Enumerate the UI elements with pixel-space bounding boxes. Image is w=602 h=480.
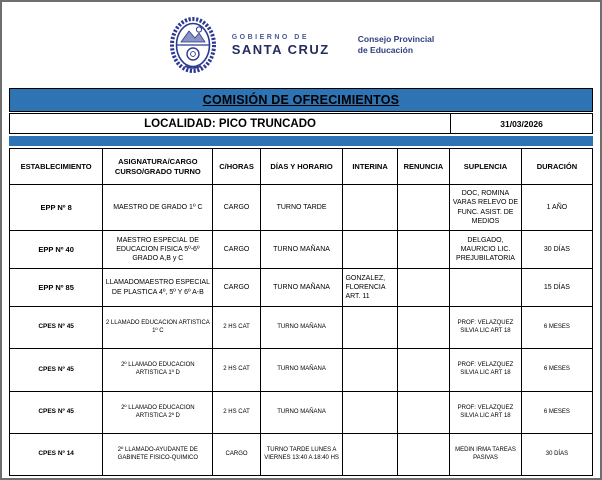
table-row [10,349,593,392]
column-header: INTERINA [343,149,397,185]
cell-suplencia: PROF: VELAZQUEZ SILVIA LIC ART 18 [450,307,522,349]
santa-cruz-seal-icon [168,16,218,74]
table-body [10,185,593,476]
cell-renuncia [397,434,449,476]
cell-interina [343,185,397,231]
cell-suplencia: PROF: VELAZQUEZ SILVIA LIC ART 18 [450,349,522,392]
separator-strip [9,136,593,146]
cell-dias: TURNO TARDE [260,185,343,231]
cell-establecimiento: EPP Nº 40 [10,231,103,269]
cell-dias: TURNO MAÑANA [260,307,343,349]
cell-asignatura: 2 LLAMADO EDUCACION ARTISTICA 1º C [103,307,213,349]
cell-duracion: 6 MESES [521,307,592,349]
cell-choras: CARGO [213,231,260,269]
table-row [10,307,593,349]
cell-interina [343,231,397,269]
document-page [2,2,600,478]
cell-asignatura: MAESTRO DE GRADO 1º C [103,185,213,231]
cell-suplencia: DELGADO, MAURICIO LIC. PREJUBILATORIA [450,231,522,269]
cell-interina [343,392,397,434]
cell-dias: TURNO TARDE LUNES A VIERNES 13:40 A 18:40 HS [260,434,343,476]
column-header: DÍAS Y HORARIO [260,149,343,185]
cell-establecimiento: EPP Nº 8 [10,185,103,231]
date-value: 31/03/2026 [451,113,593,134]
offerings-table [9,148,593,476]
gov-line1: GOBIERNO DE [231,33,309,41]
column-header: RENUNCIA [397,149,449,185]
cell-renuncia [397,231,449,269]
cell-renuncia [397,392,449,434]
table-row [10,392,593,434]
cell-suplencia [450,269,522,307]
council-line2: de Educación [357,45,414,55]
cell-choras: 2 HS CAT [213,349,260,392]
cell-duracion: 30 DÍAS [521,434,592,476]
cell-suplencia: PROF: VELAZQUEZ SILVIA LIC ART 18 [450,392,522,434]
cell-choras: CARGO [213,185,260,231]
cell-dias: TURNO MAÑANA [260,231,343,269]
cell-dias: TURNO MAÑANA [260,349,343,392]
cell-dias: TURNO MAÑANA [260,392,343,434]
cell-establecimiento: CPES Nº 45 [10,349,103,392]
column-header: C/HORAS [213,149,260,185]
council-wordmark [358,34,435,57]
table-row [10,185,593,231]
cell-suplencia: MEDIN IRMA TAREAS PASIVAS [450,434,522,476]
cell-suplencia: DOC, ROMINA VARAS RELEVO DE FUNC. ASIST. DE MEDIOS [450,185,522,231]
cell-renuncia [397,349,449,392]
cell-choras: 2 HS CAT [213,307,260,349]
table-row [10,434,593,476]
table-row [10,269,593,307]
cell-interina [343,307,397,349]
page-title: COMISIÓN DE OFRECIMIENTOS [202,93,400,107]
cell-asignatura: 2º LLAMADO EDUCACION ARTISTICA 1º D [103,349,213,392]
cell-establecimiento: CPES Nº 45 [10,307,103,349]
cell-establecimiento: CPES Nº 14 [10,434,103,476]
cell-choras: CARGO [213,434,260,476]
letterhead [9,2,593,88]
government-wordmark [232,34,330,57]
cell-duracion: 1 AÑO [521,185,592,231]
column-header: DURACIÓN [521,149,592,185]
cell-asignatura: 2º LLAMADO EDUCACION ARTISTICA 2º D [103,392,213,434]
cell-choras: 2 HS CAT [213,392,260,434]
cell-interina [343,434,397,476]
column-header: ASIGNATURA/CARGO CURSO/GRADO TURNO [103,149,213,185]
column-header: ESTABLECIMIENTO [10,149,103,185]
locality-label: LOCALIDAD: PICO TRUNCADO [9,113,451,134]
table-row [10,231,593,269]
cell-renuncia [397,307,449,349]
cell-asignatura: LLAMADOMAESTRO ESPECIAL DE PLASTICA 4º, 5º Y 6º A-B [103,269,213,307]
cell-renuncia [397,269,449,307]
locality-row [9,113,593,134]
cell-interina [343,349,397,392]
cell-asignatura: MAESTRO ESPECIAL DE EDUCACION FISICA 5º-6º GRADO A,B y C [103,231,213,269]
cell-duracion: 6 MESES [521,392,592,434]
cell-renuncia [397,185,449,231]
cell-interina: GONZALEZ, FLORENCIA ART. 11 [343,269,397,307]
cell-duracion: 15 DÍAS [521,269,592,307]
cell-dias: TURNO MAÑANA [260,269,343,307]
cell-establecimiento: CPES Nº 45 [10,392,103,434]
gov-line2: SANTA CRUZ [231,41,330,57]
cell-asignatura: 2º LLAMADO-AYUDANTE DE GABINETE FISICO-QUIMICO [103,434,213,476]
cell-duracion: 6 MESES [521,349,592,392]
council-line1: Consejo Provincial [357,33,435,44]
cell-choras: CARGO [213,269,260,307]
column-header: SUPLENCIA [450,149,522,185]
cell-duracion: 30 DÍAS [521,231,592,269]
title-bar [9,88,593,112]
table-header-row [10,149,593,185]
cell-establecimiento: EPP Nº 85 [10,269,103,307]
